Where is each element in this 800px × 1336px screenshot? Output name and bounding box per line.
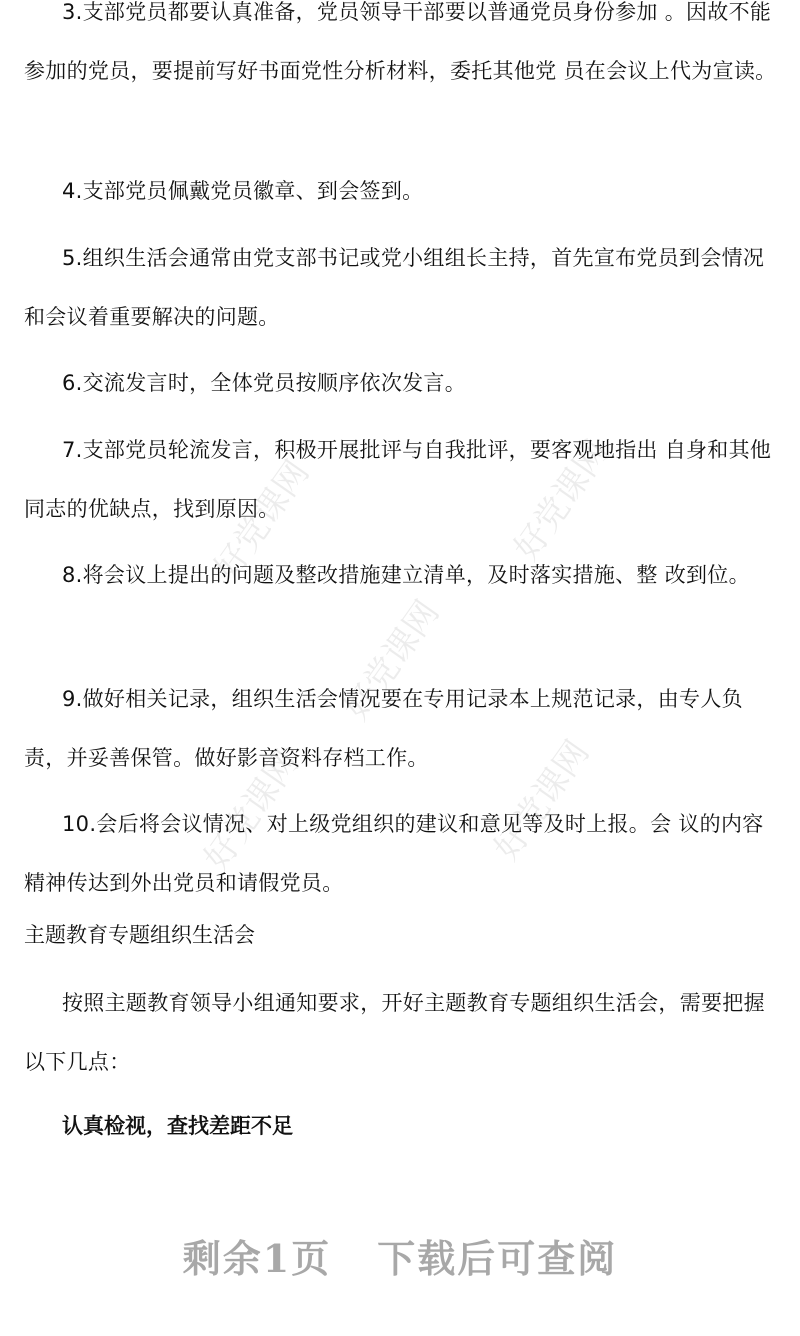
watermark: 好党课网	[206, 453, 318, 588]
paragraph-item-4: 4.支部党员佩戴党员徽章、到会签到。	[62, 179, 424, 203]
paragraph-item-10: 10.会后将会议情况、对上级党组织的建议和意见等及时上报。会 议的内容精神传达到外出党员和请假党员。	[24, 812, 764, 895]
watermark: 好党课网	[506, 433, 618, 568]
remaining-pages-label: 剩余1页	[182, 1236, 332, 1281]
subheading: 认真检视，查找差距不足	[62, 1114, 293, 1138]
watermark: 好党课网	[336, 593, 448, 728]
paragraph-item-9: 9.做好相关记录，组织生活会情况要在专用记录本上规范记录，由专人负责，并妥善保管。做好影音资料存档工作。	[24, 687, 743, 770]
section-title: 主题教育专题组织生活会	[24, 923, 255, 947]
watermark: 好党课网	[196, 743, 308, 878]
paragraph-item-5: 5.组织生活会通常由党支部书记或党小组组长主持，首先宣布党员到会情况和会议着重要解决的问题。	[24, 246, 765, 329]
paragraph-item-3: 3.支部党员都要认真准备，党员领导干部要以普通党员身份参加 。因故不能参加的党员，要提前写好书面党性分析材料，委托其他党 员在会议上代为宣读。	[24, 0, 777, 83]
intro-paragraph: 按照主题教育领导小组通知要求，开好主题教育专题组织生活会，需要把握以下几点：	[24, 991, 765, 1074]
paragraph-item-8: 8.将会议上提出的问题及整改措施建立清单，及时落实措施、整 改到位。	[62, 563, 750, 587]
watermark: 好党课网	[486, 733, 598, 868]
download-prompt[interactable]	[0, 1228, 800, 1283]
download-label: 下载后可查阅	[377, 1236, 618, 1281]
paragraph-item-6: 6.交流发言时，全体党员按顺序依次发言。	[62, 371, 467, 395]
paragraph-item-7: 7.支部党员轮流发言，积极开展批评与自我批评，要客观地指出 自身和其他同志的优缺点，找到原因。	[24, 438, 772, 521]
